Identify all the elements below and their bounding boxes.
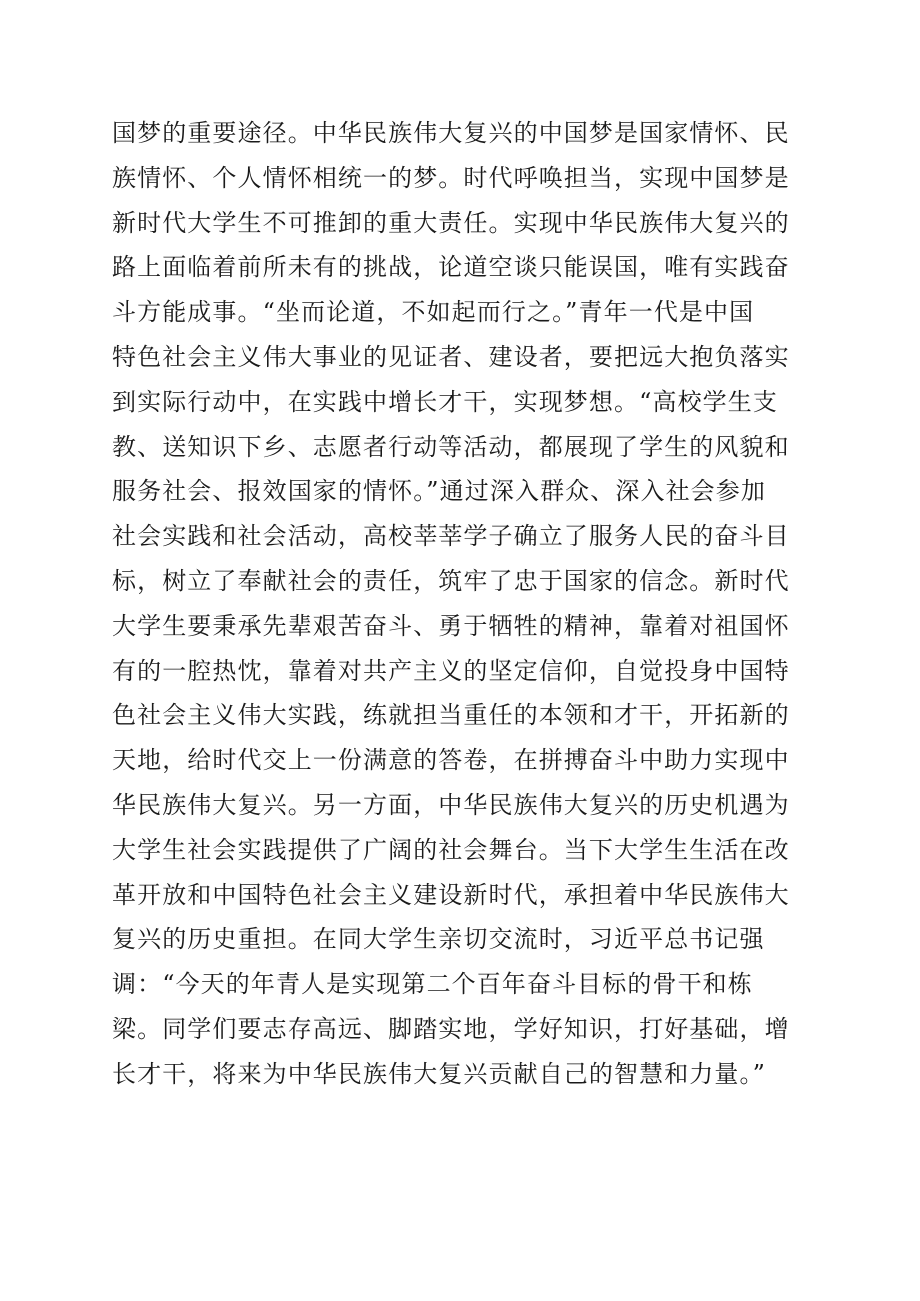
text-line: 调：“今天的年青人是实现第二个百年奋斗目标的骨干和栋 — [112, 970, 753, 999]
text-line: 标，树立了奉献社会的责任，筑牢了忠于国家的信念。新时代 — [112, 566, 790, 595]
text-line: 教、送知识下乡、志愿者行动等活动，都展现了学生的风貌和 — [112, 432, 790, 461]
text-line: 国梦的重要途径。中华民族伟大复兴的中国梦是国家情怀、民 — [112, 119, 790, 147]
text-line: 长才干，将来为中华民族伟大复兴贡献自己的智慧和力量。” — [112, 1059, 766, 1088]
text-line: 大学生要秉承先辈艰苦奋斗、勇于牺牲的精神，靠着对祖国怀 — [112, 611, 790, 640]
text-line: 路上面临着前所未有的挑战，论道空谈只能误国，唯有实践奋 — [112, 253, 790, 282]
text-line: 大学生社会实践提供了广阔的社会舞台。当下大学生生活在改 — [112, 835, 790, 864]
text-line: 色社会主义伟大实践，练就担当重任的本领和才干，开拓新的 — [112, 701, 790, 730]
text-line: 族情怀、个人情怀相统一的梦。时代呼唤担当，实现中国梦是 — [112, 163, 790, 192]
text-line: 特色社会主义伟大事业的见证者、建设者，要把远大抱负落实 — [112, 342, 790, 371]
text-line: 斗方能成事。“坐而论道，不如起而行之。”青年一代是中国 — [112, 298, 755, 327]
text-line: 服务社会、报效国家的情怀。”通过深入群众、深入社会参加 — [112, 477, 766, 506]
text-line: 天地，给时代交上一份满意的答卷，在拼搏奋斗中助力实现中 — [112, 746, 790, 775]
text-line: 到实际行动中，在实践中增长才干，实现梦想。“高校学生支 — [112, 387, 778, 416]
text-line: 有的一腔热忱，靠着对共产主义的坚定信仰，自觉投身中国特 — [112, 656, 790, 685]
text-line: 革开放和中国特色社会主义建设新时代，承担着中华民族伟大 — [112, 880, 790, 909]
text-line: 复兴的历史重担。在同大学生亲切交流时，习近平总书记强 — [112, 925, 765, 954]
text-line: 梁。同学们要志存高远、脚踏实地，学好知识，打好基础，增 — [112, 1014, 790, 1043]
text-line: 社会实践和社会活动，高校莘莘学子确立了服务人民的奋斗目 — [112, 522, 790, 551]
body-paragraph — [112, 111, 790, 1097]
text-line: 华民族伟大复兴。另一方面，中华民族伟大复兴的历史机遇为 — [112, 790, 790, 819]
text-line: 新时代大学生不可推卸的重大责任。实现中华民族伟大复兴的 — [112, 208, 790, 237]
